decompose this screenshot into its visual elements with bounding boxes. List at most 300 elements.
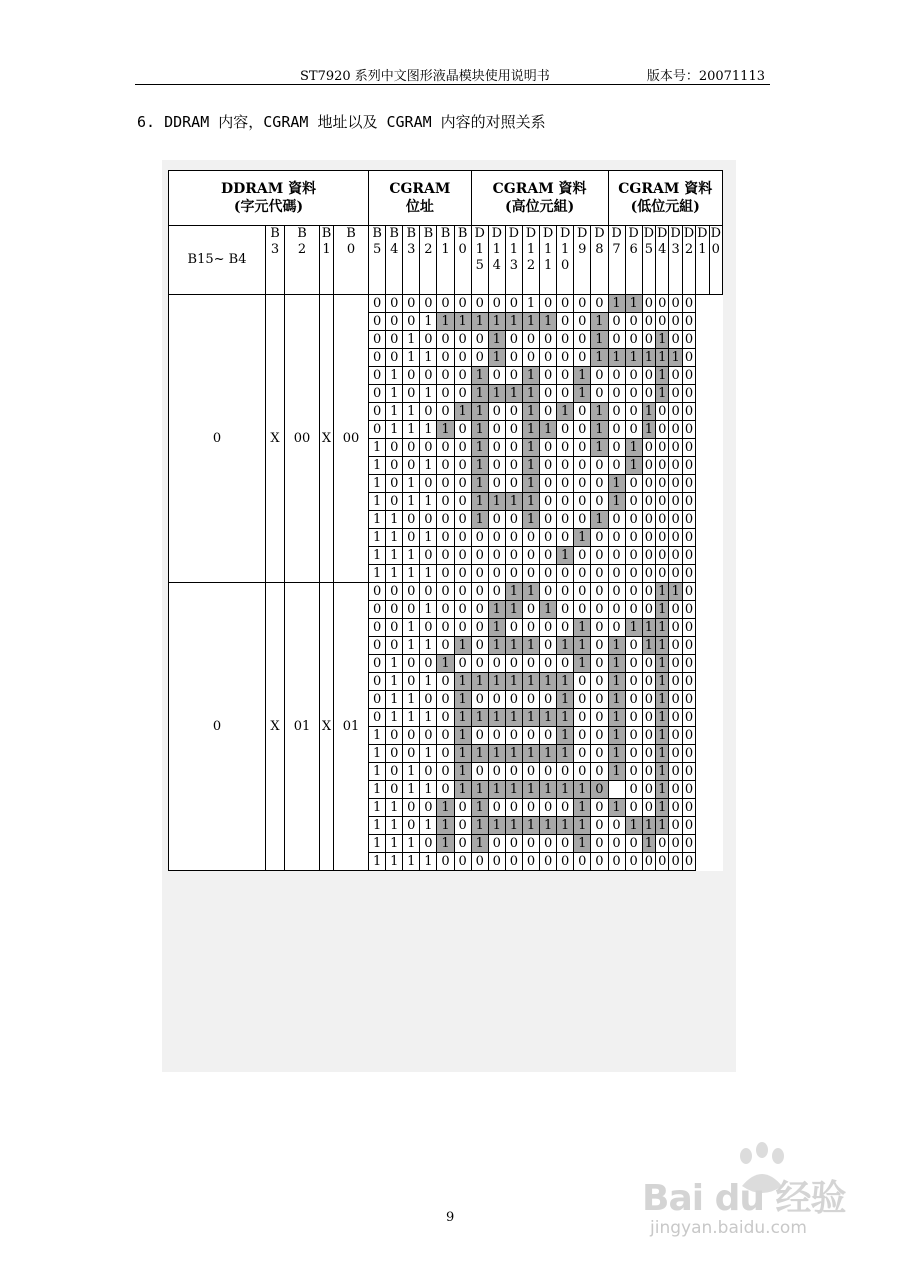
data-bit: 0 <box>669 493 682 511</box>
data-bit: 1 <box>471 745 488 763</box>
data-bit: 0 <box>591 691 608 709</box>
data-bit: 0 <box>437 583 454 601</box>
data-bit: 0 <box>625 781 642 799</box>
data-bit: 1 <box>540 421 557 439</box>
bit-header: B 2 <box>420 226 437 295</box>
data-bit: 1 <box>471 511 488 529</box>
data-bit: 0 <box>682 565 695 583</box>
address-bit: 1 <box>369 727 386 745</box>
data-bit: 0 <box>522 565 539 583</box>
data-bit: 1 <box>591 313 608 331</box>
data-bit: 1 <box>642 403 655 421</box>
address-bit: 0 <box>403 799 420 817</box>
address-bit: 1 <box>420 601 437 619</box>
data-bit: 0 <box>522 619 539 637</box>
data-bit: 1 <box>557 673 574 691</box>
data-bit: 0 <box>437 691 454 709</box>
address-bit: 0 <box>420 655 437 673</box>
data-bit: 0 <box>454 457 471 475</box>
data-bit: 1 <box>557 745 574 763</box>
data-bit: 1 <box>656 763 669 781</box>
data-bit: 1 <box>488 673 505 691</box>
group-b54: 01 <box>334 583 369 871</box>
data-bit: 1 <box>669 583 682 601</box>
bit-header: B15~ B4 <box>169 226 266 295</box>
address-bit: 1 <box>420 673 437 691</box>
data-bit: 0 <box>437 493 454 511</box>
data-bit: 0 <box>471 331 488 349</box>
address-bit: 0 <box>386 457 403 475</box>
data-bit: 1 <box>656 673 669 691</box>
address-bit: 1 <box>420 637 437 655</box>
data-bit: 1 <box>522 673 539 691</box>
address-bit: 0 <box>369 385 386 403</box>
address-bit: 0 <box>403 817 420 835</box>
data-bit: 1 <box>471 799 488 817</box>
data-bit: 0 <box>471 583 488 601</box>
address-bit: 0 <box>420 547 437 565</box>
data-bit: 1 <box>591 331 608 349</box>
data-bit: 0 <box>591 817 608 835</box>
data-bit: 0 <box>669 691 682 709</box>
data-bit: 1 <box>557 403 574 421</box>
data-bit: 0 <box>669 853 682 871</box>
data-bit: 0 <box>471 295 488 313</box>
data-bit: 0 <box>557 853 574 871</box>
address-bit: 1 <box>386 655 403 673</box>
data-bit: 0 <box>656 547 669 565</box>
data-bit: 0 <box>669 637 682 655</box>
data-bit: 1 <box>471 475 488 493</box>
data-bit: 1 <box>574 619 591 637</box>
address-bit: 0 <box>403 601 420 619</box>
data-bit: 0 <box>540 637 557 655</box>
data-bit: 0 <box>505 835 522 853</box>
bit-header: B 1 <box>320 226 334 295</box>
data-bit: 1 <box>642 835 655 853</box>
data-bit: 0 <box>437 565 454 583</box>
data-bit: 0 <box>540 583 557 601</box>
data-bit: 1 <box>522 367 539 385</box>
data-bit: 0 <box>682 367 695 385</box>
data-bit: 0 <box>574 709 591 727</box>
address-bit: 0 <box>369 367 386 385</box>
data-bit: 1 <box>574 835 591 853</box>
data-bit: 0 <box>505 403 522 421</box>
data-bit: 0 <box>488 421 505 439</box>
data-bit: 1 <box>642 421 655 439</box>
data-bit: 0 <box>471 619 488 637</box>
data-bit: 0 <box>437 781 454 799</box>
address-bit: 1 <box>403 763 420 781</box>
address-bit: 1 <box>420 457 437 475</box>
data-bit: 0 <box>608 547 625 565</box>
data-bit: 1 <box>471 817 488 835</box>
data-bit: 0 <box>669 547 682 565</box>
data-bit: 0 <box>669 601 682 619</box>
data-bit: 0 <box>591 745 608 763</box>
address-bit: 1 <box>420 421 437 439</box>
data-bit: 0 <box>642 511 655 529</box>
address-bit: 0 <box>420 619 437 637</box>
data-bit: 0 <box>471 853 488 871</box>
data-bit: 1 <box>557 547 574 565</box>
address-bit: 1 <box>386 367 403 385</box>
bit-header: D 1 1 <box>540 226 557 295</box>
data-bit: 0 <box>608 565 625 583</box>
data-bit: 0 <box>591 367 608 385</box>
data-bit: 0 <box>642 709 655 727</box>
data-bit: 1 <box>488 619 505 637</box>
data-bit: 1 <box>540 313 557 331</box>
data-bit: 0 <box>454 385 471 403</box>
data-bit: 1 <box>642 349 655 367</box>
address-bit: 1 <box>386 547 403 565</box>
data-bit: 0 <box>540 331 557 349</box>
data-bit: 0 <box>471 655 488 673</box>
address-bit: 0 <box>386 475 403 493</box>
data-bit: 0 <box>454 565 471 583</box>
data-bit: 0 <box>608 619 625 637</box>
data-bit: 1 <box>608 637 625 655</box>
header-cgram-address: CGRAM 位址 <box>369 171 472 226</box>
address-bit: 1 <box>420 565 437 583</box>
data-bit: 0 <box>437 853 454 871</box>
data-bit: 0 <box>540 547 557 565</box>
bit-header: D 8 <box>591 226 608 295</box>
address-bit: 0 <box>386 331 403 349</box>
bit-header: B 1 <box>437 226 454 295</box>
address-bit: 0 <box>403 673 420 691</box>
data-bit: 0 <box>557 331 574 349</box>
data-bit: 0 <box>625 493 642 511</box>
address-bit: 1 <box>386 403 403 421</box>
data-bit: 0 <box>669 835 682 853</box>
data-bit: 0 <box>625 385 642 403</box>
data-bit: 0 <box>642 601 655 619</box>
address-bit: 1 <box>420 313 437 331</box>
data-bit: 0 <box>505 547 522 565</box>
bit-header: B 0 <box>334 226 369 295</box>
data-bit: 1 <box>522 637 539 655</box>
data-bit: 0 <box>642 529 655 547</box>
address-bit: 1 <box>369 511 386 529</box>
data-bit: 1 <box>656 349 669 367</box>
data-bit: 1 <box>522 421 539 439</box>
data-bit: 0 <box>591 565 608 583</box>
data-bit: 0 <box>591 529 608 547</box>
data-bit: 0 <box>656 421 669 439</box>
data-bit: 0 <box>437 673 454 691</box>
data-bit: 0 <box>488 403 505 421</box>
data-bit: 1 <box>574 781 591 799</box>
data-bit: 0 <box>557 421 574 439</box>
data-bit: 0 <box>522 655 539 673</box>
page-number: 9 <box>446 1210 455 1225</box>
data-bit: 0 <box>557 493 574 511</box>
data-bit: 0 <box>522 799 539 817</box>
data-bit: 0 <box>471 349 488 367</box>
data-bit: 1 <box>471 367 488 385</box>
data-bit: 0 <box>557 799 574 817</box>
data-bit: 0 <box>488 691 505 709</box>
data-bit: 1 <box>608 709 625 727</box>
data-bit: 1 <box>540 781 557 799</box>
address-bit: 1 <box>420 349 437 367</box>
data-bit: 0 <box>642 313 655 331</box>
data-bit: 0 <box>574 331 591 349</box>
address-bit: 1 <box>386 799 403 817</box>
data-bit: 1 <box>656 637 669 655</box>
data-bit: 0 <box>591 655 608 673</box>
data-bit: 0 <box>557 619 574 637</box>
data-bit: 0 <box>454 511 471 529</box>
address-bit: 1 <box>369 529 386 547</box>
data-bit: 0 <box>682 637 695 655</box>
address-bit: 1 <box>386 817 403 835</box>
address-bit: 0 <box>369 691 386 709</box>
data-bit: 0 <box>591 727 608 745</box>
address-bit: 1 <box>420 709 437 727</box>
group-b21: 00 <box>285 295 320 583</box>
data-bit: 0 <box>557 295 574 313</box>
data-bit: 0 <box>471 529 488 547</box>
data-bit: 1 <box>608 655 625 673</box>
data-bit: 1 <box>505 583 522 601</box>
data-bit: 0 <box>591 385 608 403</box>
data-bit: 1 <box>642 619 655 637</box>
data-bit: 1 <box>540 817 557 835</box>
data-bit: 1 <box>608 691 625 709</box>
data-bit: 0 <box>505 763 522 781</box>
data-bit: 1 <box>608 295 625 313</box>
address-bit: 0 <box>403 295 420 313</box>
data-bit: 1 <box>488 745 505 763</box>
data-bit: 0 <box>625 655 642 673</box>
data-bit: 0 <box>540 799 557 817</box>
address-bit: 1 <box>403 691 420 709</box>
data-bit: 0 <box>505 439 522 457</box>
data-bit: 1 <box>557 709 574 727</box>
address-bit: 0 <box>403 367 420 385</box>
data-bit: 1 <box>471 835 488 853</box>
data-bit: 1 <box>522 583 539 601</box>
data-bit: 0 <box>642 691 655 709</box>
data-bit: 0 <box>471 691 488 709</box>
data-bit: 0 <box>656 835 669 853</box>
data-bit: 0 <box>540 763 557 781</box>
data-bit: 0 <box>669 727 682 745</box>
address-bit: 1 <box>386 529 403 547</box>
data-bit: 0 <box>522 547 539 565</box>
data-bit: 1 <box>574 817 591 835</box>
data-bit: 0 <box>591 781 608 799</box>
data-bit: 0 <box>557 655 574 673</box>
data-bit: 1 <box>574 385 591 403</box>
data-bit: 0 <box>682 529 695 547</box>
data-bit: 1 <box>471 673 488 691</box>
data-bit: 0 <box>454 817 471 835</box>
data-bit: 0 <box>540 457 557 475</box>
data-bit: 0 <box>557 835 574 853</box>
address-bit: 1 <box>403 565 420 583</box>
data-bit: 0 <box>505 655 522 673</box>
data-bit: 1 <box>522 709 539 727</box>
address-bit: 0 <box>369 295 386 313</box>
data-bit: 0 <box>656 529 669 547</box>
data-bit: 0 <box>437 439 454 457</box>
address-bit: 1 <box>403 547 420 565</box>
address-bit: 1 <box>420 493 437 511</box>
data-bit: 0 <box>454 619 471 637</box>
data-bit: 1 <box>454 691 471 709</box>
data-bit: 1 <box>574 799 591 817</box>
data-bit: 1 <box>488 349 505 367</box>
data-bit: 0 <box>557 565 574 583</box>
data-bit: 1 <box>488 709 505 727</box>
data-bit: 0 <box>540 403 557 421</box>
data-bit: 0 <box>574 601 591 619</box>
data-bit: 0 <box>522 529 539 547</box>
data-bit: 0 <box>454 331 471 349</box>
data-bit: 0 <box>505 853 522 871</box>
address-bit: 1 <box>369 493 386 511</box>
data-bit: 0 <box>557 529 574 547</box>
data-bit: 0 <box>682 493 695 511</box>
data-bit: 0 <box>642 565 655 583</box>
data-bit: 1 <box>454 781 471 799</box>
data-bit: 1 <box>625 439 642 457</box>
data-bit: 0 <box>574 313 591 331</box>
data-bit: 0 <box>669 673 682 691</box>
data-bit: 0 <box>669 421 682 439</box>
bit-header: D 1 0 <box>557 226 574 295</box>
data-bit: 1 <box>557 781 574 799</box>
data-bit: 1 <box>522 493 539 511</box>
data-bit: 0 <box>608 853 625 871</box>
data-bit: 1 <box>522 511 539 529</box>
data-bit: 0 <box>669 313 682 331</box>
data-bit: 0 <box>669 619 682 637</box>
data-bit: 0 <box>642 457 655 475</box>
data-bit: 0 <box>437 295 454 313</box>
data-bit: 0 <box>656 295 669 313</box>
address-bit: 0 <box>369 673 386 691</box>
data-bit: 0 <box>591 799 608 817</box>
bit-header: B 3 <box>403 226 420 295</box>
address-bit: 0 <box>420 403 437 421</box>
data-bit: 0 <box>574 493 591 511</box>
data-bit: 0 <box>608 367 625 385</box>
group-b3: X <box>266 583 285 871</box>
data-bit: 0 <box>522 601 539 619</box>
address-bit: 1 <box>386 421 403 439</box>
data-bit: 1 <box>591 421 608 439</box>
data-bit: 0 <box>591 601 608 619</box>
data-bit: 1 <box>454 313 471 331</box>
address-bit: 0 <box>403 511 420 529</box>
data-bit: 0 <box>488 565 505 583</box>
data-bit: 0 <box>557 763 574 781</box>
data-bit: 0 <box>454 295 471 313</box>
address-bit: 1 <box>420 781 437 799</box>
data-bit: 0 <box>669 763 682 781</box>
address-bit: 0 <box>420 727 437 745</box>
data-bit: 1 <box>488 313 505 331</box>
data-bit: 0 <box>454 367 471 385</box>
data-bit: 0 <box>437 403 454 421</box>
data-bit: 0 <box>682 727 695 745</box>
data-bit: 0 <box>625 547 642 565</box>
address-bit: 0 <box>420 799 437 817</box>
data-bit: 1 <box>608 493 625 511</box>
data-bit: 1 <box>656 709 669 727</box>
data-bit: 0 <box>557 457 574 475</box>
data-bit: 0 <box>642 475 655 493</box>
data-bit: 0 <box>642 763 655 781</box>
data-bit: 0 <box>557 601 574 619</box>
data-bit: 1 <box>591 439 608 457</box>
address-bit: 0 <box>403 457 420 475</box>
data-bit: 1 <box>656 727 669 745</box>
data-bit: 0 <box>669 331 682 349</box>
bit-header: B 2 <box>285 226 320 295</box>
address-bit: 0 <box>369 709 386 727</box>
data-bit: 0 <box>540 727 557 745</box>
data-bit: 0 <box>454 349 471 367</box>
data-bit: 1 <box>505 385 522 403</box>
data-bit: 0 <box>574 439 591 457</box>
data-bit: 1 <box>522 295 539 313</box>
data-bit: 0 <box>505 799 522 817</box>
data-bit: 0 <box>591 475 608 493</box>
data-bit: 0 <box>608 439 625 457</box>
data-bit: 0 <box>557 385 574 403</box>
data-bit: 0 <box>656 511 669 529</box>
data-bit: 0 <box>540 853 557 871</box>
data-bit: 0 <box>682 781 695 799</box>
data-bit: 0 <box>642 799 655 817</box>
data-bit: 0 <box>591 853 608 871</box>
data-bit: 1 <box>437 835 454 853</box>
address-bit: 0 <box>403 439 420 457</box>
address-bit: 1 <box>369 799 386 817</box>
data-bit: 0 <box>505 511 522 529</box>
table-row <box>169 583 723 601</box>
data-bit: 0 <box>642 673 655 691</box>
data-bit: 1 <box>505 601 522 619</box>
address-bit: 0 <box>386 619 403 637</box>
data-bit: 0 <box>437 547 454 565</box>
data-bit: 1 <box>608 799 625 817</box>
header-group-row <box>169 171 723 226</box>
data-bit: 1 <box>591 511 608 529</box>
data-bit: 0 <box>682 619 695 637</box>
address-bit: 0 <box>386 295 403 313</box>
data-bit: 0 <box>682 313 695 331</box>
data-bit: 0 <box>682 709 695 727</box>
address-bit: 0 <box>369 601 386 619</box>
data-bit: 1 <box>437 817 454 835</box>
data-bit: 0 <box>437 619 454 637</box>
data-bit: 0 <box>454 799 471 817</box>
data-bit: 0 <box>454 439 471 457</box>
data-bit <box>608 781 625 799</box>
data-bit: 0 <box>625 673 642 691</box>
document-title: ST7920 系列中文图形液晶模块使用说明书 <box>300 69 550 84</box>
data-bit: 1 <box>522 457 539 475</box>
data-bit: 0 <box>642 745 655 763</box>
